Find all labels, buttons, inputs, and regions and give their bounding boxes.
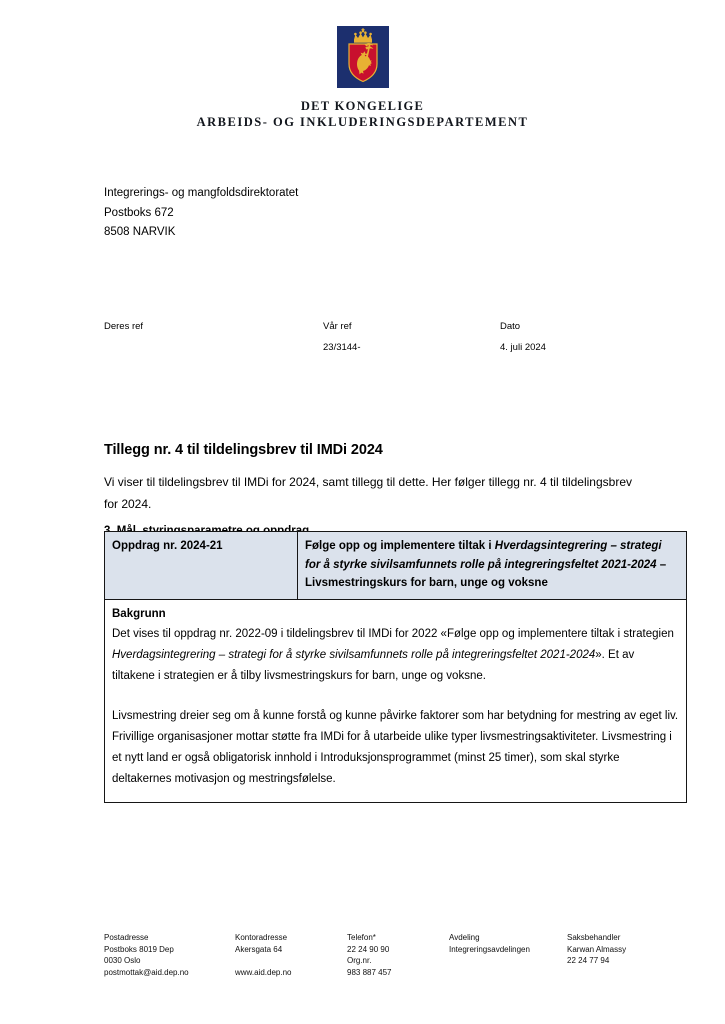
recipient-name: Integrerings- og mangfoldsdirektoratet — [104, 187, 299, 199]
var-ref-column — [323, 317, 361, 357]
bakgrunn-title: Bakgrunn — [112, 607, 166, 620]
footer-postadresse-label: Postadresse — [104, 933, 149, 942]
footer-avdeling-label: Avdeling — [449, 933, 480, 942]
footer-kontoradresse-line1: Akersgata 64 — [235, 944, 283, 954]
letterhead — [0, 26, 725, 131]
bakgrunn-paragraph-1 — [112, 624, 679, 687]
footer-saksbehandler-name: Karwan Almassy — [567, 944, 627, 954]
department-line: ARBEIDS- OG INKLUDERINGSDEPARTEMENT — [196, 115, 529, 129]
recipient-city: 8508 NARVIK — [104, 226, 176, 238]
footer-kontoradresse-website[interactable]: www.aid.dep.no — [235, 967, 292, 977]
footer-saksbehandler-label: Saksbehandler — [567, 933, 621, 942]
oppdrag-number-cell: Oppdrag nr. 2024-21 — [105, 532, 298, 600]
oppdrag-desc-strategy: Hverdagsintegrering – strategi for å styrke sivilsamfunnets rolle på integreringsfeltet 2021-2024 — [305, 540, 662, 571]
footer-postadresse-email[interactable]: postmottak@aid.dep.no — [104, 967, 189, 977]
bakgrunn-p1-part1: Det vises til oppdrag nr. 2022-09 i tildelingsbrev til IMDi for 2022 «Følge opp og implementere tiltak i strategien — [112, 627, 674, 640]
recipient-postbox: Postboks 672 — [104, 206, 174, 219]
dato-column — [500, 317, 546, 357]
oppdrag-table — [104, 531, 687, 803]
bakgrunn-p1-strategy: Hverdagsintegrering – strategi for å styrke sivilsamfunnets rolle på integreringsfeltet 2021-2024 — [112, 648, 596, 661]
footer-orgnr-label: Org.nr. — [347, 956, 372, 965]
footer-postadresse-column — [104, 932, 234, 978]
coat-of-arms-svg — [337, 26, 389, 88]
footer-telefon-number: 22 24 90 90 — [347, 944, 390, 954]
var-ref-label: Vår ref — [323, 321, 352, 332]
footer-telefon-column — [347, 932, 447, 978]
bakgrunn-cell — [105, 599, 687, 802]
footer-saksbehandler-phone: 22 24 77 94 — [567, 956, 610, 965]
norwegian-coat-of-arms-icon — [337, 26, 389, 88]
bakgrunn-p1-part2: ». Et av tiltakene i strategien er å tilby livsmestringskurs for barn, unge og voksne. — [112, 648, 635, 682]
footer-orgnr-value: 983 887 457 — [347, 967, 392, 977]
page-title: Tillegg nr. 4 til tildelingsbrev til IMDi 2024 — [104, 441, 383, 458]
footer-avdeling-value: Integreringsavdelingen — [449, 944, 530, 954]
deres-ref-column — [104, 317, 143, 338]
intro-paragraph: Vi viser til tildelingsbrev til IMDi for 2024, samt tillegg til dette. Her følger tillegg nr. 4 til tildelingsbrev for 2024. — [104, 475, 632, 511]
dato-value: 4. juli 2024 — [500, 342, 546, 353]
dato-label: Dato — [500, 321, 521, 332]
footer-telefon-label: Telefon* — [347, 933, 376, 942]
recipient-address — [104, 184, 298, 243]
footer-kontoradresse-column — [235, 932, 345, 978]
footer-saksbehandler-column — [567, 932, 677, 967]
footer-kontoradresse-label: Kontoradresse — [235, 933, 288, 942]
department-name — [0, 98, 725, 131]
footer-avdeling-column — [449, 932, 569, 955]
oppdrag-desc-part2: – Livsmestringskurs for barn, unge og voksne — [305, 558, 667, 589]
table-body-row — [105, 599, 687, 802]
table-header-row — [105, 532, 687, 600]
footer-postadresse-line2: 0030 Oslo — [104, 956, 141, 965]
oppdrag-description-cell — [298, 532, 687, 600]
oppdrag-desc-part1: Følge opp og implementere tiltak i — [305, 540, 495, 552]
footer-postadresse-line1: Postboks 8019 Dep — [104, 944, 174, 954]
deres-ref-label: Deres ref — [104, 321, 144, 332]
bakgrunn-paragraph-2: Livsmestring dreier seg om å kunne forstå og kunne påvirke faktorer som har betydning for mestring av eget liv. Frivillige organisasjoner mottar støtte fra IMDi for å utarbeide ulike typer livsmestringsaktiviteter. Livsmestring i et nytt land er også obligatorisk innhold i Introduksjonsprogrammet (minst 25 timer), som skal styrke deltakernes motivasjon og mestringsfølelse. — [112, 709, 679, 785]
var-ref-value: 23/3144- — [323, 342, 361, 353]
royal-line: DET KONGELIGE — [300, 99, 425, 113]
